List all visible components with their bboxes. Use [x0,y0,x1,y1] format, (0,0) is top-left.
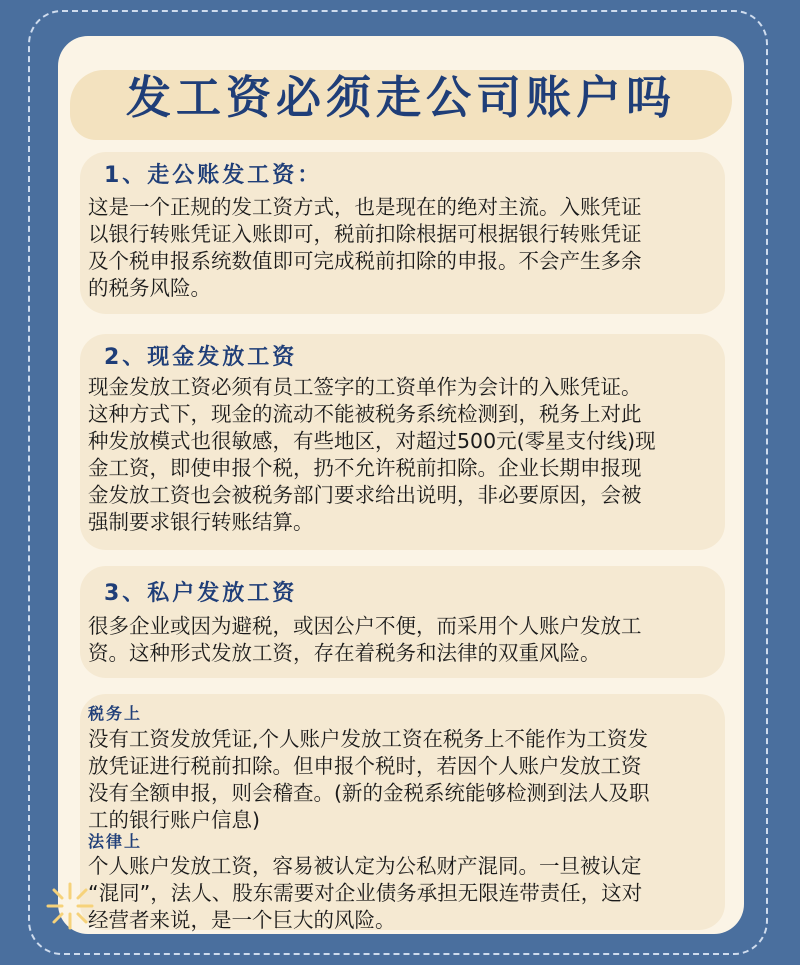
section-2-heading: 2、现金发放工资 [104,345,298,370]
section-1-body: 这是一个正规的发工资方式，也是现在的绝对主流。入账凭证 以银行转账凭证入账即可，税前扣除根据可根据银行转账凭证 及个税申报系统数值即可完成税前扣除的申报。不会产生多余 的税务风险。 [88,195,642,300]
sparkle-icon [40,876,100,936]
page-title: 发工资必须走公司账户吗 [125,71,676,124]
legal-risk-heading: 法律上 [88,832,143,851]
section-3-body: 很多企业或因为避税，或因公户不便，而采用个人账户发放工 资。这种形式发放工资，存在着税务和法律的双重风险。 [88,614,642,665]
section-2-body: 现金发放工资必须有员工签字的工资单作为会计的入账凭证。 这种方式下，现金的流动不能被税务系统检测到，税务上对此 种发放模式也很敏感，有些地区，对超过500元(零星支付线)现 金工资，即使申报个税，扔不允许税前扣除。企业长期申报现 金发放工资也会被税务部门要求给出说明，非必要原因，会被 强制要求银行转账结算。 [88,375,656,534]
tax-risk-heading: 税务上 [88,704,143,723]
tax-risk-body: 没有工资发放凭证,个人账户发放工资在税务上不能作为工资发 放凭证进行税前扣除。但申报个税时，若因个人账户发放工资 没有全额申报，则会稽查。(新的金税系统能够检测到法人及职 工的银行账户信息) [88,727,650,832]
legal-risk-body: 个人账户发放工资，容易被认定为公私财产混同。一旦被认定 “混同”，法人、股东需要对企业债务承担无限连带责任，这对 经营者来说，是一个巨大的风险。 [88,854,643,932]
section-1-heading: 1、走公账发工资： [104,163,323,188]
section-3-heading: 3、私户发放工资 [104,581,298,606]
